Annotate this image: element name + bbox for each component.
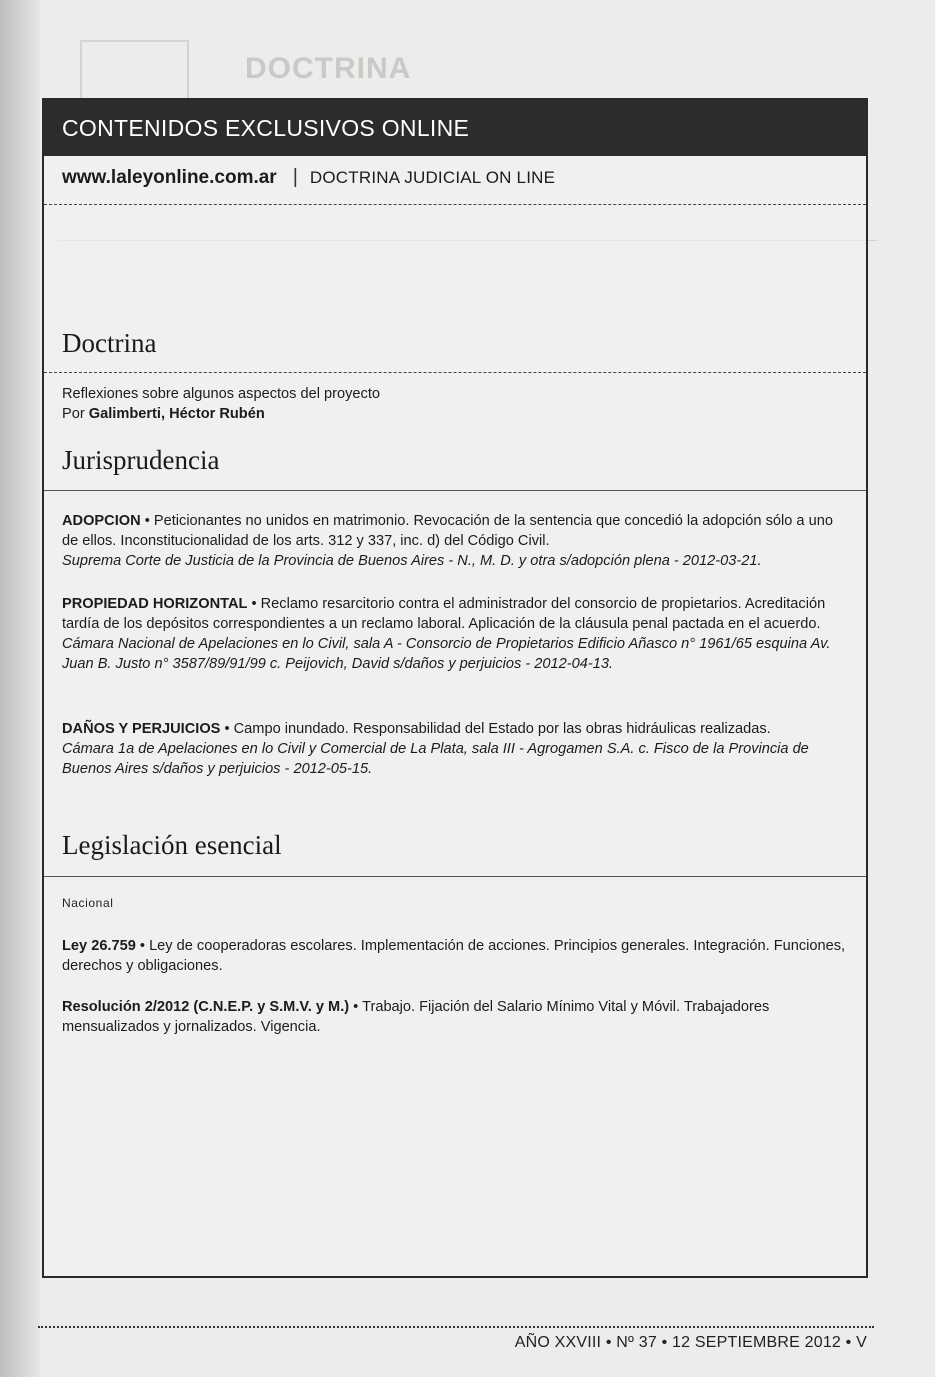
entry-source: Suprema Corte de Justicia de la Provincia de Buenos Aires - N., M. D. y otra s/adopción plena - 2012-03-21. [62,553,762,569]
ghost-page-title: DOCTRINA [245,52,412,85]
ghost-logo [80,40,189,102]
author-prefix: Por [62,406,85,422]
entry-body: Ley de cooperadoras escolares. Implementación de acciones. Principios generales. Integración. Funciones, derechos y obligaciones. [62,938,846,974]
divider [44,204,866,205]
list-item [62,719,852,779]
entry-body: Trabajo. Fijación del Salario Mínimo Vital y Móvil. Trabajadores mensualizados y jornalizados. Vigencia. [62,999,770,1035]
doctrina-entry [62,384,852,424]
bullet: • [247,596,261,612]
author-name: Galimberti, Héctor Rubén [88,406,265,422]
divider [44,372,866,373]
bullet: • [349,999,363,1015]
entry-body: Reclamo resarcitorio contra el administrador del consorcio de propietarios. Acreditación tardía de los depósitos correspondientes a un reclamo laboral. Aplicación de la cláusula penal pactada en el acuerdo. [62,596,826,632]
entry-heading: DAÑOS Y PERJUICIOS [62,721,221,737]
bullet: • [135,938,150,954]
section-title-doctrina: Doctrina [62,328,157,358]
scan-edge-shadow [0,0,40,1377]
entry-body: Campo inundado. Responsabilidad del Estado por las obras hidráulicas realizadas. [233,721,771,737]
banner [44,100,866,156]
footer-divider [38,1326,874,1328]
url-subtitle: DOCTRINA JUDICIAL ON LINE [309,168,556,187]
section-title-jurisprudencia: Jurisprudencia [62,445,220,475]
entry-heading: Ley 26.759 [62,938,136,954]
page-footer: AÑO XXVIII • Nº 37 • 12 SEPTIEMBRE 2012 • V [514,1334,867,1351]
banner-title: CONTENIDOS EXCLUSIVOS ONLINE [62,114,470,141]
entry-body: Peticionantes no unidos en matrimonio. Revocación de la sentencia que concedió la adopción sólo a uno de ellos. Inconstitucionalidad de los arts. 312 y 337, inc. d) del Código Civil. [62,513,833,549]
divider [44,490,866,491]
bullet: • [140,513,154,529]
entry-heading: ADOPCION [62,513,141,529]
list-item [62,511,852,571]
subheading-nacional: Nacional [62,896,114,910]
list-item [62,936,852,976]
doctrina-entry-title: Reflexiones sobre algunos aspectos del proyecto [62,386,381,402]
url-row [62,166,555,189]
entry-heading: Resolución 2/2012 (C.N.E.P. y S.M.V. y M.) [62,999,350,1015]
site-link[interactable]: www.laleyonline.com.ar [62,167,277,188]
entry-source: Cámara 1a de Apelaciones en lo Civil y Comercial de La Plata, sala III - Agrogamen S.A. c. Fisco de la Provincia de Buenos Aires s/daños y perjuicios - 2012-05-15. [62,741,809,777]
section-title-legislacion: Legislación esencial [62,830,282,860]
entry-source: Cámara Nacional de Apelaciones en lo Civil, sala A - Consorcio de Propietarios Edificio Añasco n° 1961/65 esquina Av. Juan B. Justo n° 3587/89/91/99 c. Peijovich, David s/daños y perjuicios - 2012-04-13. [62,636,831,672]
list-item [62,997,852,1037]
online-content-box [42,98,868,1278]
bullet: • [220,721,234,737]
divider [44,876,866,877]
entry-heading: PROPIEDAD HORIZONTAL [62,596,248,612]
url-separator: | [292,166,298,188]
list-item [62,594,852,674]
